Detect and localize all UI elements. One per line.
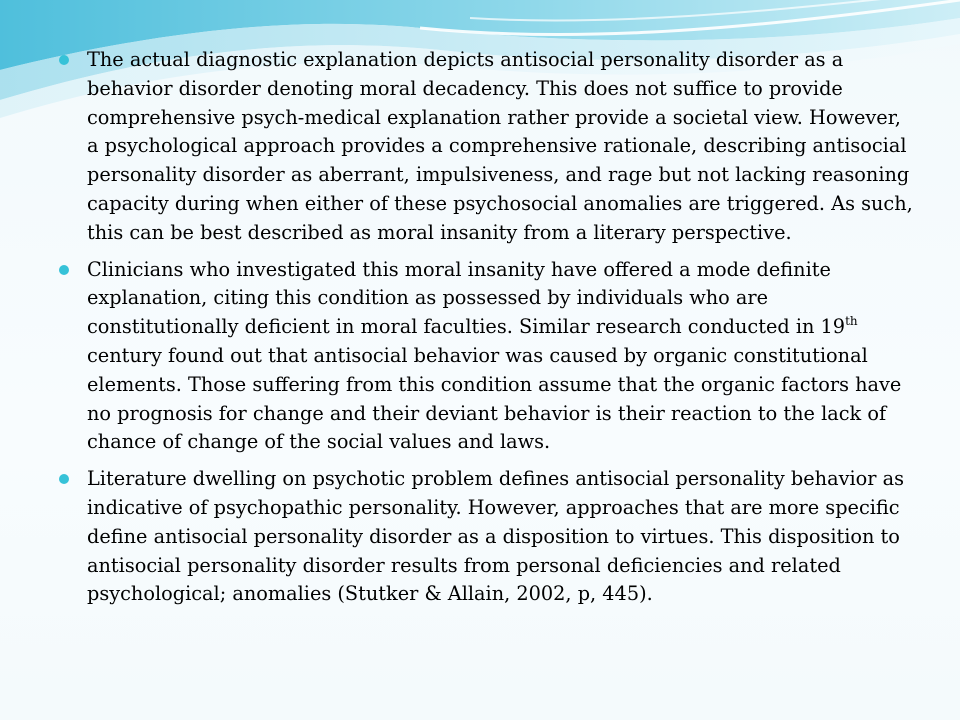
bullet-list bbox=[56, 46, 916, 609]
superscript-ordinal: th bbox=[845, 314, 858, 329]
bullet-item bbox=[56, 46, 916, 248]
slide-body bbox=[56, 46, 916, 617]
bullet-dot-icon bbox=[59, 265, 69, 275]
bullet-dot-icon bbox=[59, 55, 69, 65]
bullet-item bbox=[56, 256, 916, 458]
bullet-text: The actual diagnostic explanation depicts antisocial personality disorder as a behavior disorder denoting moral decadency. This does not suffice to provide comprehensive psych-medical explanation rather provide a societal view. However, a psychological approach provides a comprehensive rationale, describing antisocial personality disorder as aberrant, impulsiveness, and rage but not lacking reasoning capacity during when either of these psychosocial anomalies are triggered. As such, this can be best described as moral insanity from a literary perspective. bbox=[87, 48, 913, 244]
bullet-item bbox=[56, 465, 916, 609]
bullet-text-continued: century found out that antisocial behavior was caused by organic constitutional elements. Those suffering from this condition assume that the organic factors have no prognosis for change and their deviant behavior is their reaction to the lack of chance of change of the social values and laws. bbox=[87, 343, 902, 454]
bullet-text: Clinicians who investigated this moral insanity have offered a mode definite explanation, citing this condition as possessed by individuals who are constitutionally deficient in moral faculties. Similar research conducted in 19 bbox=[87, 257, 846, 339]
bullet-text: Literature dwelling on psychotic problem defines antisocial personality behavior as indicative of psychopathic personality. However, approaches that are more specific define antisocial personality disorder as a disposition to virtues. This disposition to antisocial personality disorder results from personal deficiencies and related psychological; anomalies (Stutker & Allain, 2002, p, 445). bbox=[87, 467, 904, 606]
bullet-dot-icon bbox=[59, 474, 69, 484]
